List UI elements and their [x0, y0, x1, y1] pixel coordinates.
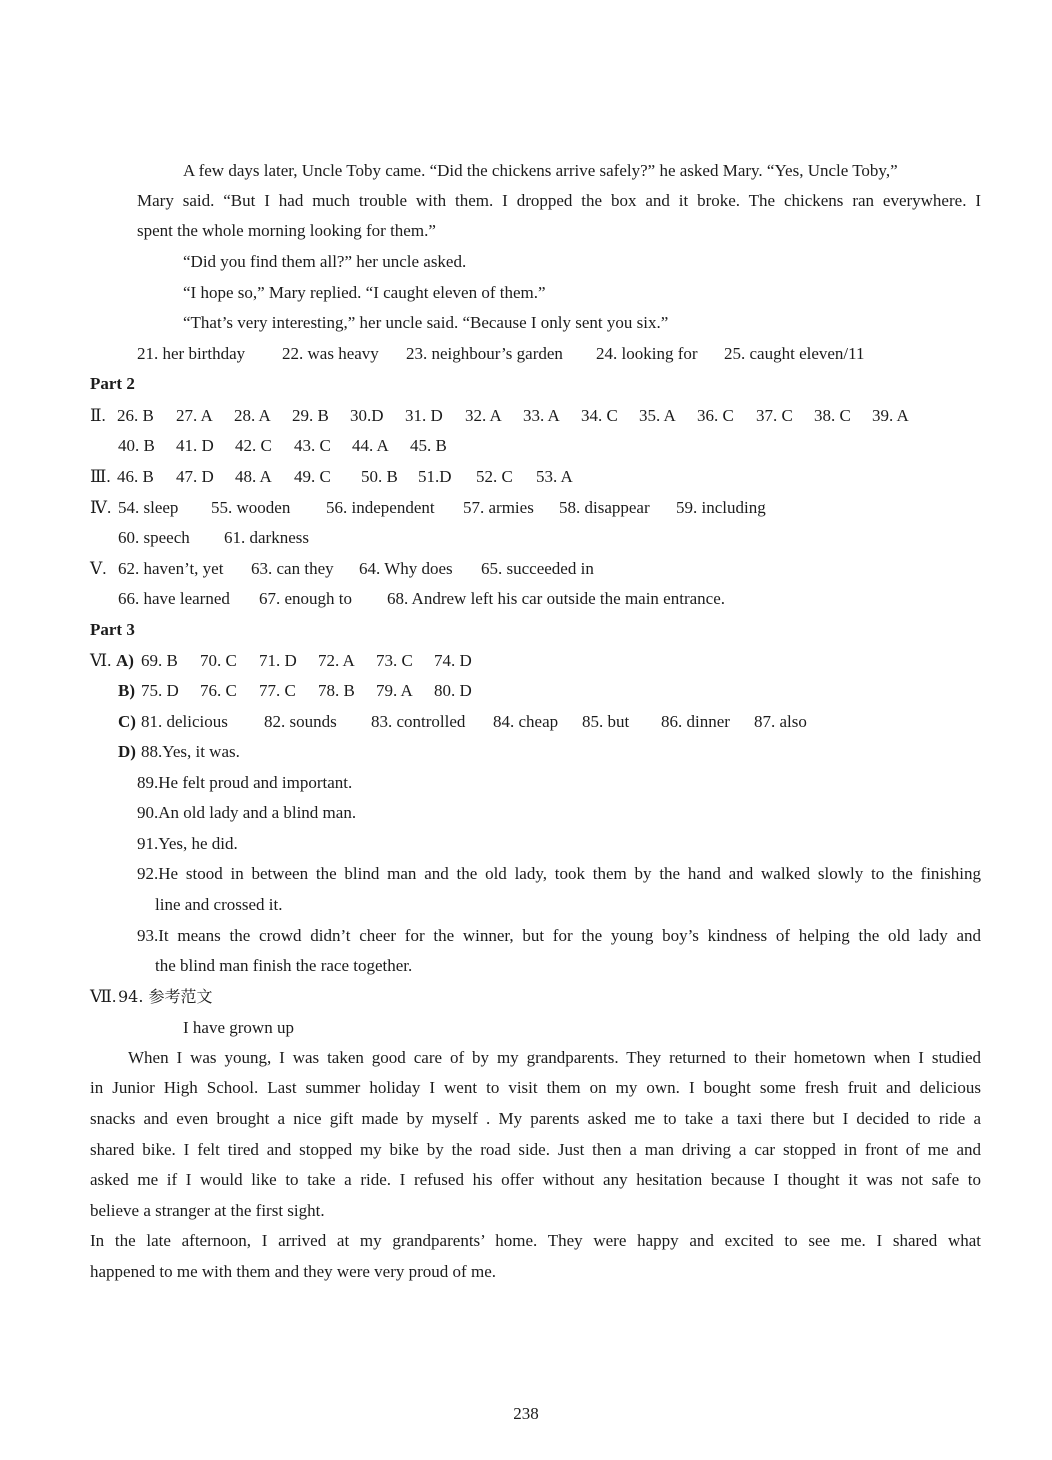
answer-item: 69. B [141, 651, 178, 670]
answer-item: 71. D [259, 651, 297, 670]
essay-line: In the late afternoon, I arrived at my grandparents’ home. They were happy and excited to see me. I shared what [90, 1231, 981, 1250]
answer-item: 24. looking for [596, 344, 698, 363]
answer-item: 33. A [523, 406, 560, 425]
answer-item: 93.It means the crowd didn’t cheer for the winner, but for the young boy’s kindness of helping the old lady and [137, 926, 981, 945]
answer-item: 35. A [639, 406, 676, 425]
answer-item: 82. sounds [264, 712, 337, 731]
answer-item: 53. A [536, 467, 573, 486]
answer-item: 47. D [176, 467, 214, 486]
answer-item: 83. controlled [371, 712, 466, 731]
answer-item: 64. Why does [359, 559, 453, 578]
answer-item: 21. her birthday [137, 344, 246, 363]
answer-item: 84. cheap [493, 712, 559, 731]
answer-item: 42. C [235, 436, 272, 455]
answer-item: 41. D [176, 436, 214, 455]
subsection-b-label: B) [118, 681, 135, 700]
answer-item: 56. independent [326, 498, 435, 517]
page-number: 238 [513, 1404, 539, 1423]
answer-item: 68. Andrew left his car outside the main entrance. [387, 589, 725, 608]
answer-item: 75. D [141, 681, 179, 700]
answer-item: 25. caught eleven/11 [724, 344, 865, 363]
answer-item: 91.Yes, he did. [137, 834, 238, 853]
answer-item: 59. including [676, 498, 766, 517]
answer-item: 38. C [814, 406, 851, 425]
answer-item: 43. C [294, 436, 331, 455]
answer-item: 66. have learned [118, 589, 230, 608]
answer-item: 54. sleep [118, 498, 179, 517]
subsection-c-label: C) [118, 712, 136, 731]
answer-item: 86. dinner [661, 712, 730, 731]
answer-item: 62. haven’t, yet [118, 559, 224, 578]
answer-item: 32. A [465, 406, 502, 425]
answer-item: 67. enough to [259, 589, 353, 608]
answer-item: 80. D [434, 681, 472, 700]
answer-item: 88.Yes, it was. [141, 742, 240, 761]
answer-item: 39. A [872, 406, 909, 425]
essay-line: believe a stranger at the first sight. [90, 1201, 325, 1220]
essay-line: shared bike. I felt tired and stopped my bike by the road side. Just then a man driving a car stopped in front of me and [90, 1140, 981, 1159]
answer-item: 50. B [361, 467, 398, 486]
section-4-label: Ⅳ. [90, 498, 112, 517]
answer-item: 90.An old lady and a blind man. [137, 803, 357, 822]
answer-item: 57. armies [463, 498, 534, 517]
story-line-2: Mary said. “But I had much trouble with them. I dropped the box and it broke. The chickens ran everywhere. I [137, 191, 981, 210]
answer-item: 34. C [581, 406, 618, 425]
answer-item: 85. but [582, 712, 630, 731]
story-dialogue-1: “Did you find them all?” her uncle asked. [183, 252, 467, 271]
answer-item: 30.D [350, 406, 384, 425]
answer-item: 58. disappear [559, 498, 650, 517]
answer-item: 37. C [756, 406, 793, 425]
section-7-label: Ⅶ. [90, 987, 117, 1006]
essay-line: snacks and even brought a nice gift made by myself . My parents asked me to take a taxi there but I decided to ride a [90, 1109, 981, 1128]
answer-item: 45. B [410, 436, 447, 455]
essay-line: happened to me with them and they were very proud of me. [90, 1262, 496, 1281]
answer-item: 22. was heavy [282, 344, 379, 363]
story-line-3: spent the whole morning looking for them.” [137, 221, 436, 240]
answer-item: 55. wooden [211, 498, 291, 517]
essay-line: in Junior High School. Last summer holiday I went to visit them on my own. I bought some fresh fruit and delicious [90, 1078, 981, 1097]
section-3-label: Ⅲ. [90, 467, 111, 486]
story-dialogue-2: “I hope so,” Mary replied. “I caught eleven of them.” [183, 283, 546, 302]
essay-line: asked me if I would like to take a ride. I refused his offer without any hesitation because I thought it was not safe to [90, 1170, 981, 1189]
answer-item-cont: line and crossed it. [155, 895, 283, 914]
answer-item: 79. A [376, 681, 413, 700]
answer-item: 89.He felt proud and important. [137, 773, 353, 792]
answer-item: 44. A [352, 436, 389, 455]
answer-item: 26. B [117, 406, 154, 425]
sample-essay-label: 94. 参考范文 [118, 987, 213, 1006]
essay-line: When I was young, I was taken good care of by my grandparents. They returned to their hometown when I studied [128, 1048, 981, 1067]
answer-item: 23. neighbour’s garden [406, 344, 563, 363]
answer-item: 29. B [292, 406, 329, 425]
answer-item: 27. A [176, 406, 213, 425]
essay-title: I have grown up [183, 1018, 294, 1037]
answer-item: 63. can they [251, 559, 334, 578]
part3-heading: Part 3 [90, 620, 135, 639]
answer-item: 48. A [235, 467, 272, 486]
subsection-a-label: A) [116, 651, 134, 670]
answer-item: 51.D [418, 467, 452, 486]
answer-item: 76. C [200, 681, 237, 700]
story-line-1: A few days later, Uncle Toby came. “Did the chickens arrive safely?” he asked Mary. “Yes, Uncle Toby,” [183, 161, 898, 180]
answer-item-cont: the blind man finish the race together. [155, 956, 413, 975]
story-dialogue-3: “That’s very interesting,” her uncle said. “Because I only sent you six.” [183, 313, 669, 332]
section-6-label: Ⅵ. [90, 651, 112, 670]
answer-item: 31. D [405, 406, 443, 425]
answer-item: 73. C [376, 651, 413, 670]
answer-item: 72. A [318, 651, 355, 670]
section-2-label: Ⅱ. [90, 406, 106, 425]
answer-item: 28. A [234, 406, 271, 425]
answer-item: 40. B [118, 436, 155, 455]
answer-item: 52. C [476, 467, 513, 486]
answer-item: 65. succeeded in [481, 559, 594, 578]
answer-item: 74. D [434, 651, 472, 670]
subsection-d-label: D) [118, 742, 136, 761]
answer-item: 77. C [259, 681, 296, 700]
answer-item: 81. delicious [141, 712, 228, 731]
answer-item: 70. C [200, 651, 237, 670]
answer-item: 92.He stood in between the blind man and the old lady, took them by the hand and walked slowly to the finishing [137, 864, 981, 883]
answer-item: 49. C [294, 467, 331, 486]
answer-item: 61. darkness [224, 528, 309, 547]
section-5-label: Ⅴ. [90, 559, 107, 578]
answer-item: 87. also [754, 712, 807, 731]
part2-heading: Part 2 [90, 374, 135, 393]
answer-item: 46. B [117, 467, 154, 486]
answer-item: 60. speech [118, 528, 190, 547]
answer-item: 78. B [318, 681, 355, 700]
answer-item: 36. C [697, 406, 734, 425]
